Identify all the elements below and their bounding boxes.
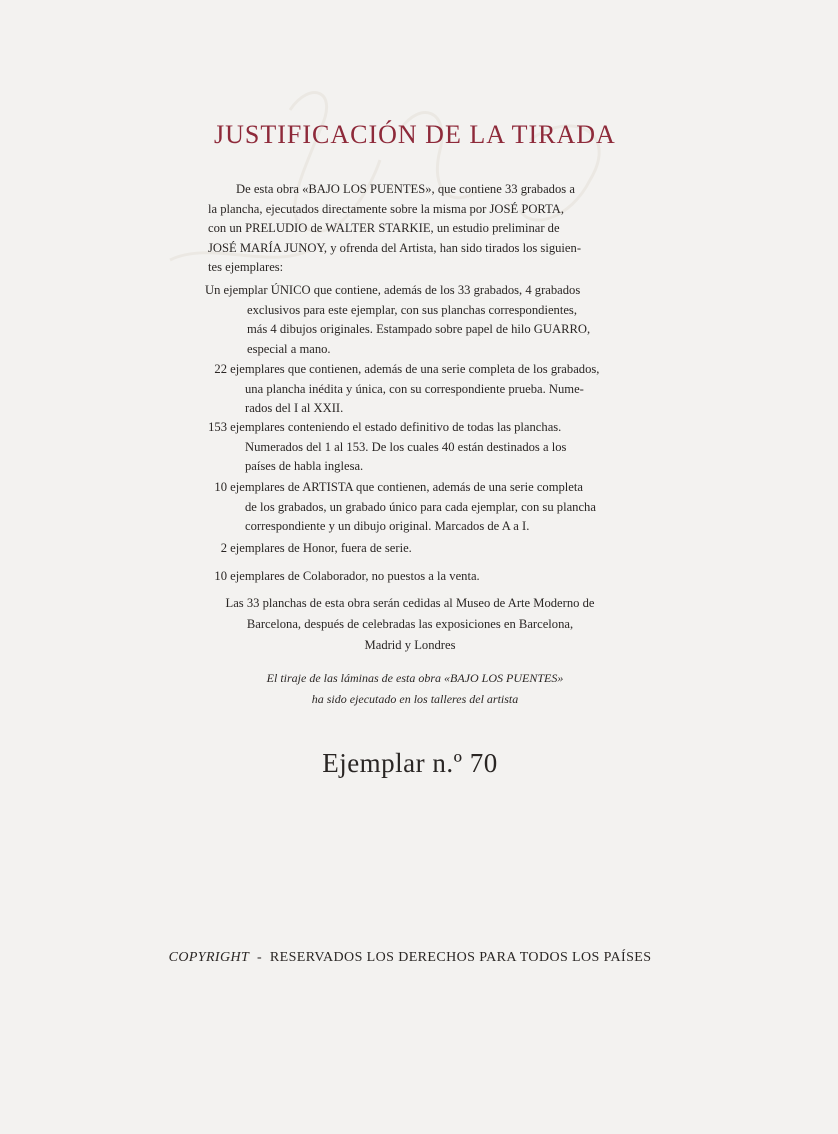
intro-line: con un PRELUDIO de WALTER STARKIE, un estudio preliminar de	[208, 221, 560, 235]
plates-donation-note	[195, 593, 625, 656]
entry-line: exclusivos para este ejemplar, con sus planchas correspondientes,	[247, 302, 577, 317]
entry-line: Numerados del 1 al 153. De los cuales 40 están destinados a los	[245, 439, 567, 454]
entry-line: más 4 dibujos originales. Estampado sobre papel de hilo GUARRO,	[247, 322, 591, 336]
copyright-text: RESERVADOS LOS DERECHOS PARA TODOS LOS PAÍSES	[269, 950, 652, 965]
entry-line: ejemplares que contienen, además de una serie completa de los grabados,	[230, 362, 600, 376]
intro-line: tes ejemplares:	[208, 260, 284, 274]
entry-line: de los grabados, un grabado único para cada ejemplar, con su plancha	[245, 499, 596, 514]
entry-line: Un ejemplar ÚNICO que contiene, además de los 33 grabados, 4 grabados	[205, 283, 581, 297]
entry-number: 10	[214, 569, 227, 583]
entry-line: especial a mano.	[247, 341, 331, 356]
colophon-line: El tiraje de las láminas de esta obra «BAJO LOS PUENTES»	[266, 671, 564, 685]
entry-number: 2	[220, 541, 227, 555]
copyright-label: COPYRIGHT	[168, 950, 250, 965]
entry-line: correspondiente y un dibujo original. Marcados de A a I.	[245, 519, 530, 533]
entry-line: países de habla inglesa.	[245, 459, 364, 473]
entry-number: 10	[214, 480, 227, 494]
note-line: Barcelona, después de celebradas las exposiciones en Barcelona,	[246, 617, 574, 631]
page-title: JUSTIFICACIÓN DE LA TIRADA	[214, 120, 616, 149]
edition-entry-153	[205, 418, 620, 477]
intro-line: JOSÉ MARÍA JUNOY, y ofrenda del Artista, han sido tirados los siguien-	[208, 240, 582, 255]
edition-entry-unique	[205, 281, 620, 359]
note-line: Madrid y Londres	[364, 638, 456, 652]
entry-line: ejemplares de ARTISTA que contienen, además de una serie completa	[230, 480, 583, 494]
edition-entry-honor	[205, 539, 620, 559]
edition-entry-colaborador	[205, 567, 620, 587]
entry-line: ejemplares de Honor, fuera de serie.	[230, 541, 412, 555]
edition-entry-22	[205, 360, 620, 419]
intro-line: De esta obra «BAJO LOS PUENTES», que contiene 33 grabados a	[236, 182, 575, 196]
colophon	[200, 668, 630, 710]
intro-line: la plancha, ejecutados directamente sobre la misma por JOSÉ PORTA,	[208, 201, 565, 216]
entry-number: 22	[214, 362, 227, 376]
colophon-line: ha sido ejecutado en los talleres del artista	[311, 692, 519, 706]
copy-number	[250, 748, 570, 779]
entry-line: ejemplares conteniendo el estado definitivo de todas las planchas.	[230, 420, 562, 434]
entry-number: 153	[208, 420, 227, 434]
copyright-separator: -	[257, 950, 263, 965]
edition-entry-artista	[205, 478, 620, 537]
note-line: Las 33 planchas de esta obra serán cedidas al Museo de Arte Moderno de	[225, 596, 595, 610]
entry-line: una plancha inédita y única, con su correspondiente prueba. Nume-	[245, 381, 584, 396]
copy-number-label: Ejemplar n.º	[322, 748, 463, 778]
intro-paragraph	[208, 180, 620, 278]
copyright-line	[140, 950, 680, 966]
copy-number-value: 70	[469, 748, 498, 778]
entry-line: rados del I al XXII.	[245, 401, 344, 415]
entry-line: ejemplares de Colaborador, no puestos a la venta.	[230, 569, 480, 583]
